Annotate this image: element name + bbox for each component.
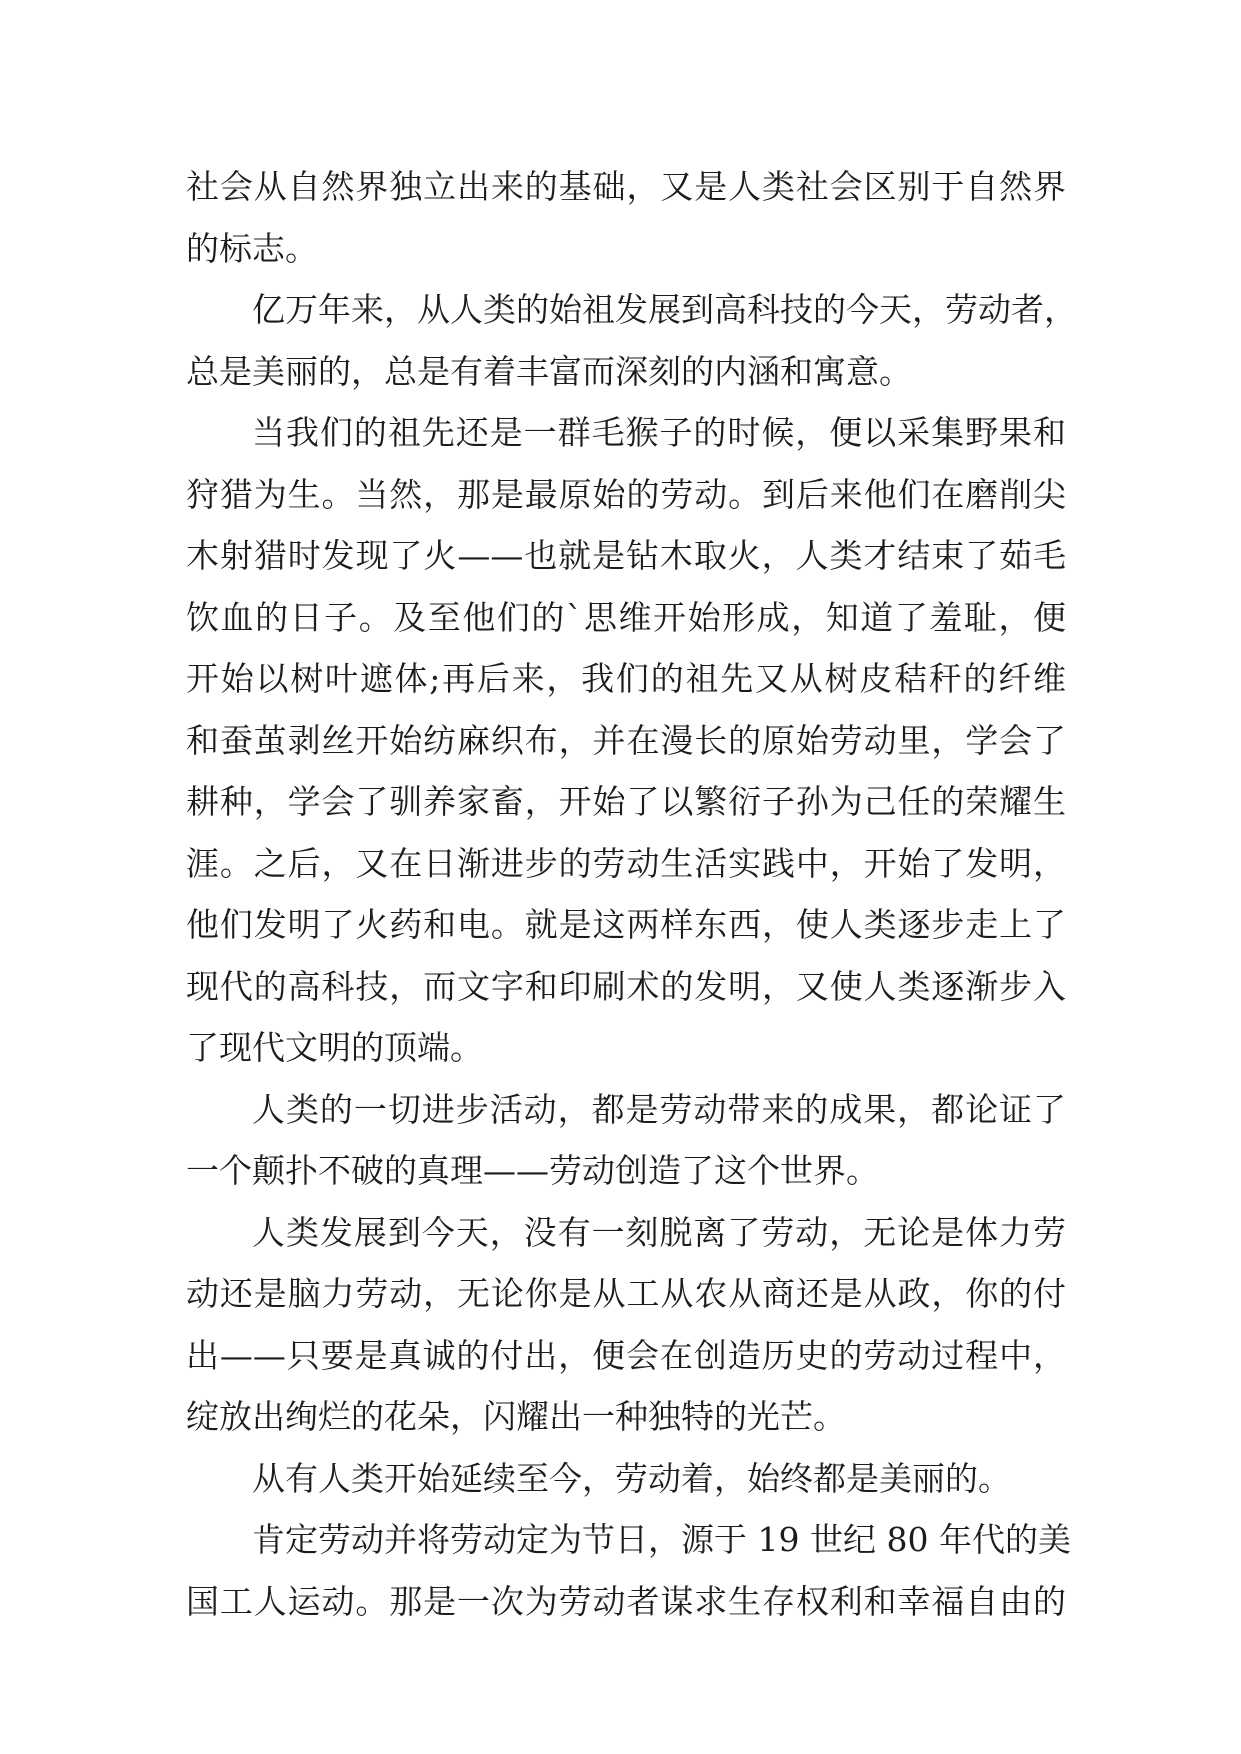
- text-line: 总是美丽的，总是有着丰富而深刻的内涵和寓意。: [186, 351, 912, 391]
- text-line: 木射猎时发现了火——也就是钻木取火，人类才结束了茹毛: [186, 536, 1066, 575]
- text-line: 现代的高科技，而文字和印刷术的发明，又使人类逐渐步入: [186, 966, 1066, 1006]
- text-line: 人类发展到今天，没有一刻脱离了劳动，无论是体力劳: [252, 1212, 1066, 1252]
- text-line: 社会从自然界独立出来的基础，又是人类社会区别于自然界: [186, 167, 1066, 206]
- text-line: 亿万年来，从人类的始祖发展到高科技的今天，劳动者，: [252, 290, 1077, 329]
- text-line: 开始以树叶遮体;再后来，我们的祖先又从树皮秸秆的纤维: [186, 659, 1066, 698]
- document-body: [186, 156, 1077, 1632]
- text-line: 饮血的日子。及至他们的`思维开始形成，知道了羞耻，便: [186, 597, 1066, 637]
- text-line: 狩猎为生。当然，那是最原始的劳动。到后来他们在磨削尖: [186, 474, 1066, 514]
- text-line: 耕种，学会了驯养家畜，开始了以繁衍子孙为己任的荣耀生: [186, 782, 1066, 821]
- text-line: 出——只要是真诚的付出，便会在创造历史的劳动过程中，: [186, 1335, 1066, 1375]
- text-line: 绽放出绚烂的花朵，闪耀出一种独特的光芒。: [186, 1397, 846, 1436]
- text-line: 了现代文明的顶端。: [186, 1028, 483, 1067]
- text-line: 肯定劳动并将劳动定为节日，源于 19 世纪 80 年代的美: [252, 1520, 1071, 1559]
- text-line: 的标志。: [186, 228, 318, 268]
- text-line: 一个颠扑不破的真理——劳动创造了这个世界。: [186, 1151, 879, 1190]
- text-line: 他们发明了火药和电。就是这两样东西，使人类逐步走上了: [186, 905, 1066, 944]
- text-line: 当我们的祖先还是一群毛猴子的时候，便以采集野果和: [252, 413, 1066, 452]
- text-line: 人类的一切进步活动，都是劳动带来的成果，都论证了: [252, 1089, 1066, 1129]
- text-line: 从有人类开始延续至今，劳动着，始终都是美丽的。: [252, 1458, 1011, 1498]
- text-line: 和蚕茧剥丝开始纺麻织布，并在漫长的原始劳动里，学会了: [186, 720, 1066, 760]
- text-line: 动还是脑力劳动，无论你是从工从农从商还是从政，你的付: [186, 1274, 1066, 1313]
- text-line: 国工人运动。那是一次为劳动者谋求生存权利和幸福自由的: [186, 1581, 1066, 1621]
- text-line: 涯。之后，又在日渐进步的劳动生活实践中，开始了发明，: [186, 843, 1066, 883]
